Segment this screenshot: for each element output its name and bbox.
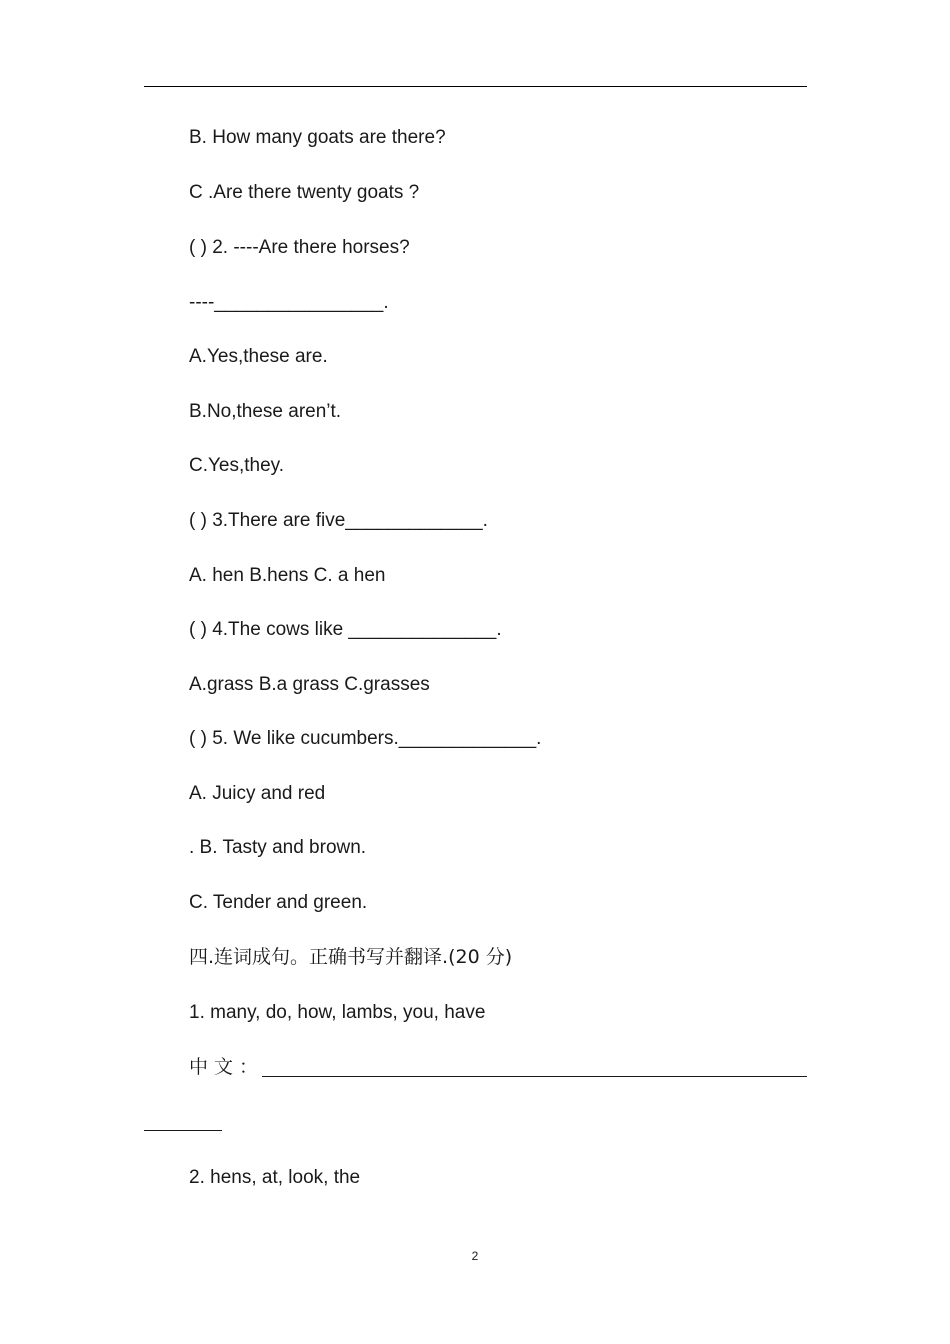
question-4-options: A.grass B.a grass C.grasses bbox=[189, 674, 430, 695]
translation-answer-line[interactable] bbox=[262, 1076, 807, 1077]
question-5-option-c: C. Tender and green. bbox=[189, 892, 368, 913]
question-2: ( ) 2. ----Are there horses? bbox=[189, 237, 410, 258]
option-c-twenty-goats: C .Are there twenty goats ? bbox=[189, 182, 420, 203]
question-2-option-b: B.No,these aren’t. bbox=[189, 401, 342, 422]
header-rule bbox=[144, 86, 807, 87]
question-3: ( ) 3.There are five_____________. bbox=[189, 510, 488, 531]
question-3-options: A. hen B.hens C. a hen bbox=[189, 565, 386, 586]
question-2-answer-blank: ----________________. bbox=[189, 292, 389, 313]
page-number: 2 bbox=[471, 1249, 479, 1263]
question-5-option-a: A. Juicy and red bbox=[189, 783, 326, 804]
sentence-2-words: 2. hens, at, look, the bbox=[189, 1167, 361, 1188]
translation-label: 中文： bbox=[189, 1056, 265, 1078]
translation-answer-line-continued[interactable] bbox=[144, 1130, 222, 1131]
sentence-1-words: 1. many, do, how, lambs, you, have bbox=[189, 1002, 486, 1023]
question-2-option-c: C.Yes,they. bbox=[189, 455, 285, 476]
option-b-how-many-goats: B. How many goats are there? bbox=[189, 127, 446, 148]
question-2-option-a: A.Yes,these are. bbox=[189, 346, 328, 367]
question-4: ( ) 4.The cows like ______________. bbox=[189, 619, 502, 640]
question-5-option-b: . B. Tasty and brown. bbox=[189, 837, 367, 858]
question-5: ( ) 5. We like cucumbers._____________. bbox=[189, 728, 542, 749]
section-four-heading: 四.连词成句。正确书写并翻译.(20 分) bbox=[189, 946, 513, 968]
